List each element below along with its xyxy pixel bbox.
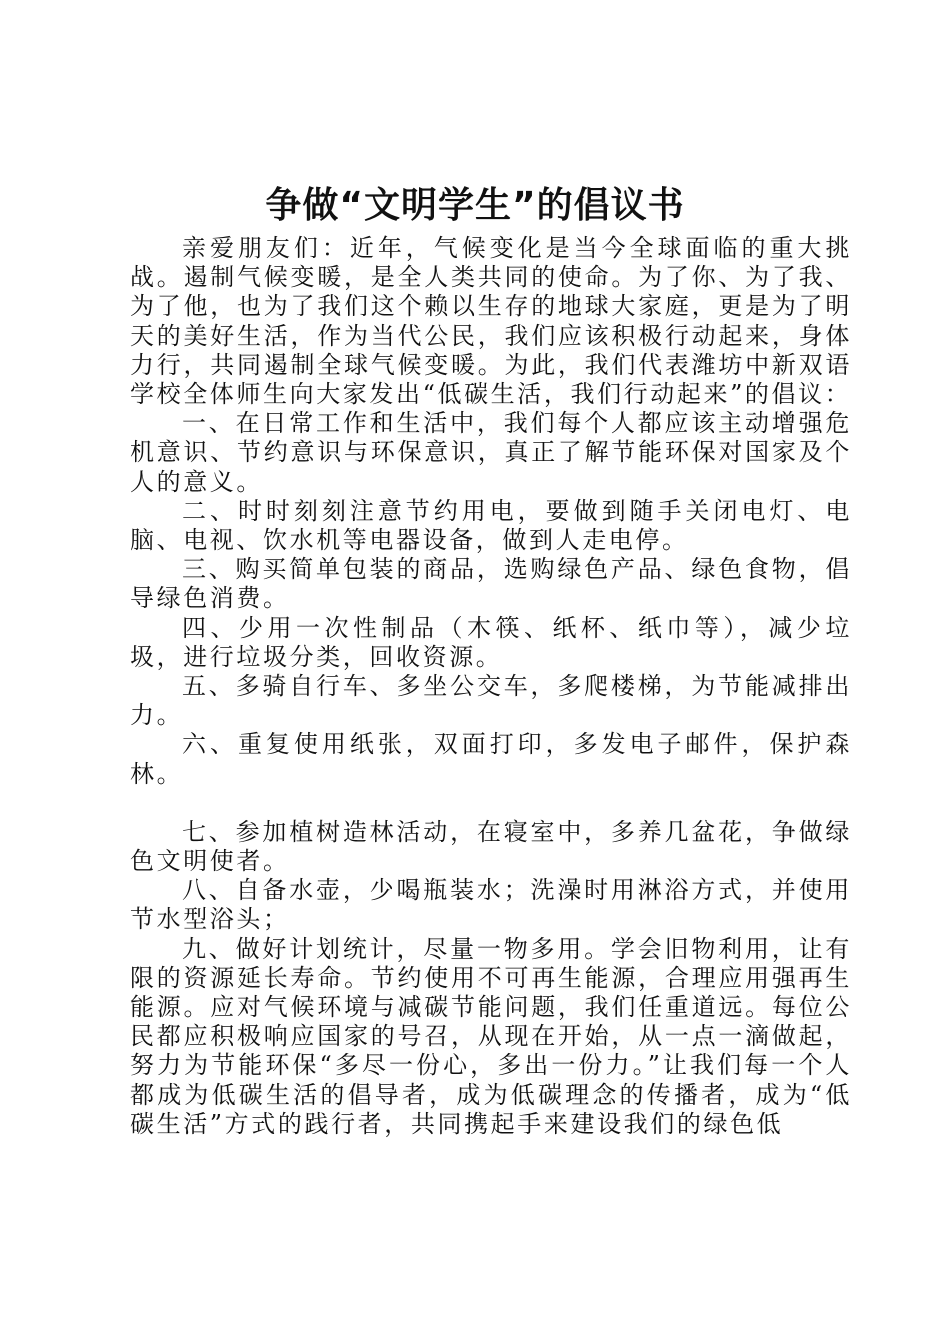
paragraph-item-9: 九、做好计划统计，尽量一物多用。学会旧物利用，让有限的资源延长寿命。节约使用不可再生能源，合理应用强再生能源。应对气候环境与减碳节能问题，我们任重道远。每位公民都应积极响应国家的号召，从现在开始，从一点一滴做起，努力为节能环保“多尽一份心，多出一份力。”让我们每一个人都成为低碳生活的倡导者，成为低碳理念的传播者，成为“低碳生活”方式的践行者，共同携起手来建设我们的绿色低 [130, 934, 852, 1138]
paragraph-item-8: 八、自备水壶，少喝瓶装水；洗澡时用淋浴方式，并使用节水型浴头； [130, 876, 852, 934]
paragraph-item-3: 三、购买简单包装的商品，选购绿色产品、绿色食物，倡导绿色消费。 [130, 555, 852, 613]
paragraph-item-1: 一、在日常工作和生活中，我们每个人都应该主动增强危机意识、节约意识与环保意识，真正了解节能环保对国家及个人的意义。 [130, 409, 852, 496]
paragraph-item-5: 五、多骑自行车、多坐公交车，多爬楼梯，为节能减排出力。 [130, 672, 852, 730]
paragraph-item-4: 四、少用一次性制品（木筷、纸杯、纸巾等），减少垃圾，进行垃圾分类，回收资源。 [130, 613, 852, 671]
paragraph-greeting: 亲爱朋友们：近年，气候变化是当今全球面临的重大挑战。遏制气候变暖，是全人类共同的使命。为了你、为了我、为了他，也为了我们这个赖以生存的地球大家庭，更是为了明天的美好生活，作为当代公民，我们应该积极行动起来，身体力行，共同遏制全球气候变暖。为此，我们代表潍坊中新双语学校全体师生向大家发出“低碳生活，我们行动起来”的倡议： [130, 234, 852, 409]
paragraph-item-6: 六、重复使用纸张，双面打印，多发电子邮件，保护森林。 [130, 730, 852, 788]
document-title: 争做“文明学生”的倡议书 [265, 185, 685, 226]
paragraph-item-7: 七、参加植树造林活动，在寝室中，多养几盆花，争做绿色文明使者。 [130, 817, 852, 876]
document-body [130, 234, 852, 1139]
paragraph-item-2: 二、时时刻刻注意节约用电，要做到随手关闭电灯、电脑、电视、饮水机等电器设备，做到人走电停。 [130, 496, 852, 555]
